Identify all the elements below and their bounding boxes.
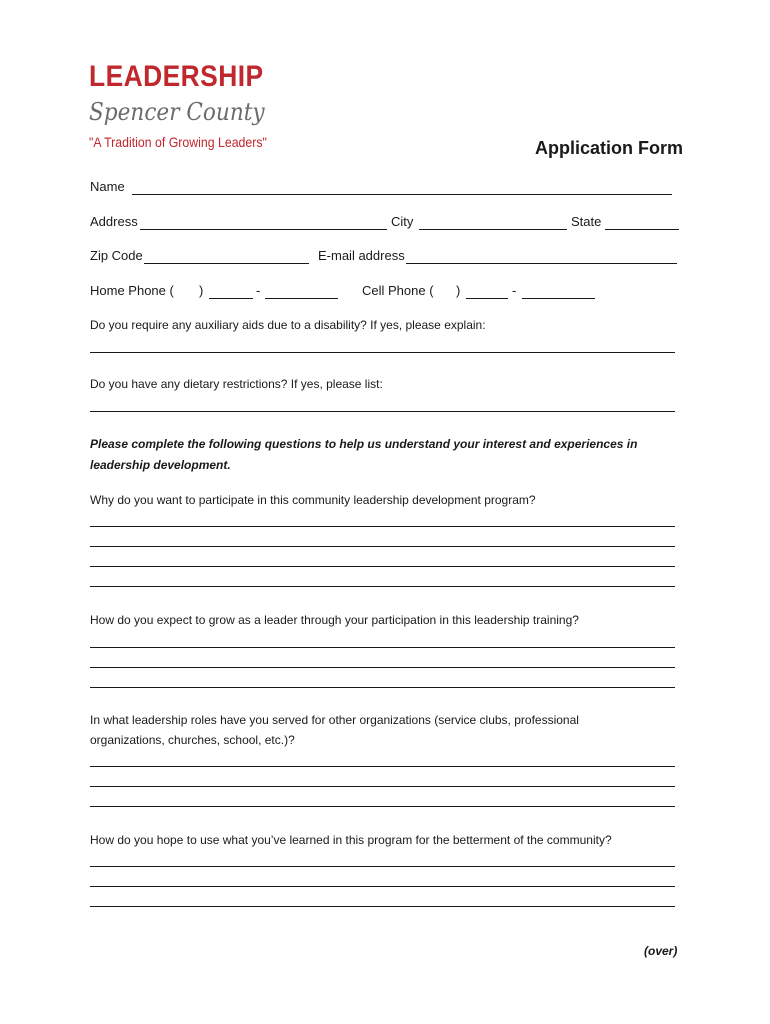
address-field[interactable] <box>140 229 387 230</box>
roles-answer-line[interactable] <box>90 786 675 787</box>
logo-subtitle: Spencer County <box>89 98 265 126</box>
roles-question-line1: In what leadership roles have you served for other organizations (service clubs, professional <box>90 713 579 727</box>
dietary-answer-line[interactable] <box>90 411 675 412</box>
name-label: Name <box>90 179 125 194</box>
form-title: Application Form <box>535 138 683 158</box>
email-label: E-mail address <box>318 248 405 263</box>
state-label: State <box>571 214 602 229</box>
why-answer-line[interactable] <box>90 586 675 587</box>
roles-question-line2: organizations, churches, school, etc.)? <box>90 733 295 747</box>
cell-phone-prefix-field[interactable] <box>466 298 508 299</box>
state-field[interactable] <box>605 229 679 230</box>
use-answer-line[interactable] <box>90 866 675 867</box>
why-answer-line[interactable] <box>90 526 675 527</box>
use-answer-line[interactable] <box>90 906 675 907</box>
cell-phone-number-field[interactable] <box>522 298 595 299</box>
logo-title: LEADERSHIP <box>89 60 264 93</box>
cell-phone-paren: ) <box>456 283 461 298</box>
home-phone-paren: ) <box>199 283 204 298</box>
grow-question: How do you expect to grow as a leader through your participation in this leadership training? <box>90 613 579 627</box>
home-phone-label: Home Phone ( <box>90 283 174 298</box>
home-phone-prefix-field[interactable] <box>209 298 253 299</box>
roles-answer-line[interactable] <box>90 766 675 767</box>
cell-phone-label: Cell Phone ( <box>362 283 434 298</box>
email-field[interactable] <box>406 263 677 264</box>
why-question: Why do you want to participate in this community leadership development program? <box>90 493 536 507</box>
dietary-question: Do you have any dietary restrictions? If yes, please list: <box>90 377 383 391</box>
aux-aids-question: Do you require any auxiliary aids due to a disability? If yes, please explain: <box>90 318 486 332</box>
zip-field[interactable] <box>144 263 309 264</box>
use-question: How do you hope to use what you’ve learned in this program for the betterment of the community? <box>90 833 612 847</box>
roles-answer-line[interactable] <box>90 806 675 807</box>
over-note: (over) <box>644 944 678 958</box>
home-phone-dash: - <box>256 283 261 298</box>
grow-answer-line[interactable] <box>90 667 675 668</box>
address-label: Address <box>90 214 138 229</box>
logo-tagline: "A Tradition of Growing Leaders" <box>89 134 267 150</box>
aux-aids-answer-line[interactable] <box>90 352 675 353</box>
city-label: City <box>391 214 414 229</box>
cell-phone-dash: - <box>512 283 517 298</box>
instructions: Please complete the following questions to help us understand your interest and experiences in leadership development. <box>90 437 638 472</box>
why-answer-line[interactable] <box>90 546 675 547</box>
why-answer-line[interactable] <box>90 566 675 567</box>
grow-answer-line[interactable] <box>90 647 675 648</box>
grow-answer-line[interactable] <box>90 687 675 688</box>
name-field[interactable] <box>132 194 672 195</box>
use-answer-line[interactable] <box>90 886 675 887</box>
zip-label: Zip Code <box>90 248 143 263</box>
home-phone-number-field[interactable] <box>265 298 338 299</box>
city-field[interactable] <box>419 229 567 230</box>
